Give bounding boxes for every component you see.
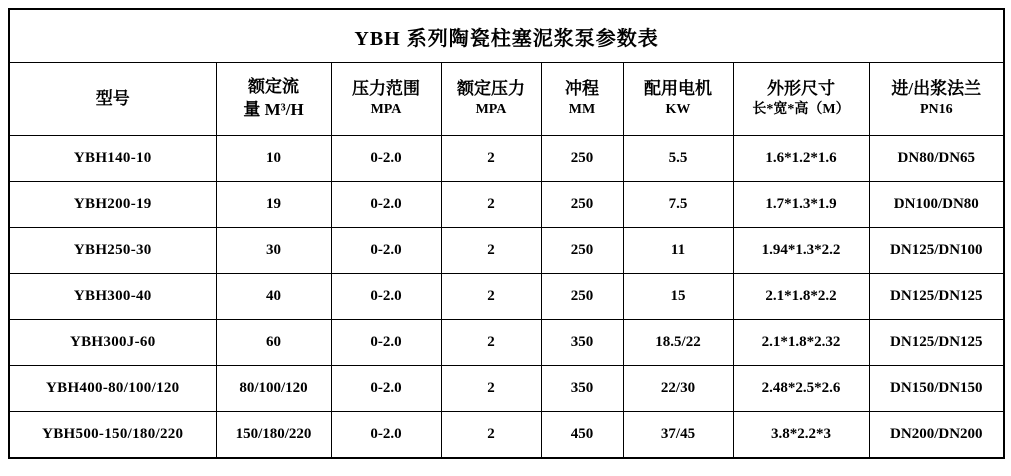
column-header-rated-pressure <box>441 63 541 136</box>
cell-motor: 18.5/22 <box>623 320 733 366</box>
column-header-flange <box>869 63 1004 136</box>
cell-model: YBH400-80/100/120 <box>9 366 216 412</box>
cell-stroke: 250 <box>541 274 623 320</box>
cell-flow: 19 <box>216 182 331 228</box>
cell-rated-pressure: 2 <box>441 182 541 228</box>
column-header-flow-line2: 量 M³/H <box>243 100 304 119</box>
column-header-rated-pressure-unit: MPA <box>475 102 507 118</box>
column-header-stroke-unit: MM <box>568 102 596 118</box>
cell-flange: DN150/DN150 <box>869 366 1004 412</box>
cell-flow: 40 <box>216 274 331 320</box>
cell-pressure-range: 0-2.0 <box>331 320 441 366</box>
cell-flange: DN100/DN80 <box>869 182 1004 228</box>
column-header-model-main: 型号 <box>95 88 130 108</box>
cell-model: YBH250-30 <box>9 228 216 274</box>
cell-dimensions: 1.7*1.3*1.9 <box>733 182 869 228</box>
column-header-dimensions-unit: 长*宽*高（M） <box>752 102 850 118</box>
cell-model: YBH200-19 <box>9 182 216 228</box>
cell-pressure-range: 0-2.0 <box>331 228 441 274</box>
cell-flange: DN200/DN200 <box>869 412 1004 459</box>
cell-pressure-range: 0-2.0 <box>331 182 441 228</box>
table-title-row <box>9 9 1004 63</box>
cell-flow: 150/180/220 <box>216 412 331 459</box>
table-row <box>9 366 1004 412</box>
column-header-motor <box>623 63 733 136</box>
cell-stroke: 350 <box>541 320 623 366</box>
cell-flow: 30 <box>216 228 331 274</box>
column-header-model <box>9 63 216 136</box>
cell-motor: 15 <box>623 274 733 320</box>
column-header-rated-pressure-main: 额定压力 <box>457 79 525 99</box>
cell-pressure-range: 0-2.0 <box>331 366 441 412</box>
cell-motor: 22/30 <box>623 366 733 412</box>
table-row <box>9 320 1004 366</box>
table-row <box>9 228 1004 274</box>
cell-stroke: 450 <box>541 412 623 459</box>
cell-stroke: 250 <box>541 182 623 228</box>
column-header-flow <box>216 63 331 136</box>
page-title: YBH 系列陶瓷柱塞泥浆泵参数表 <box>9 9 1004 63</box>
cell-motor: 5.5 <box>623 136 733 182</box>
cell-flange: DN80/DN65 <box>869 136 1004 182</box>
cell-dimensions: 1.94*1.3*2.2 <box>733 228 869 274</box>
cell-stroke: 250 <box>541 228 623 274</box>
cell-motor: 11 <box>623 228 733 274</box>
cell-flange: DN125/DN125 <box>869 320 1004 366</box>
table-header-row <box>9 63 1004 136</box>
cell-rated-pressure: 2 <box>441 136 541 182</box>
cell-model: YBH300J-60 <box>9 320 216 366</box>
table-row <box>9 274 1004 320</box>
cell-flow: 80/100/120 <box>216 366 331 412</box>
cell-flow: 10 <box>216 136 331 182</box>
cell-pressure-range: 0-2.0 <box>331 274 441 320</box>
cell-pressure-range: 0-2.0 <box>331 136 441 182</box>
parameter-table <box>8 8 1005 459</box>
cell-flange: DN125/DN100 <box>869 228 1004 274</box>
column-header-flange-main: 进/出浆法兰 <box>891 79 982 99</box>
cell-rated-pressure: 2 <box>441 228 541 274</box>
column-header-stroke <box>541 63 623 136</box>
table-row <box>9 412 1004 459</box>
cell-dimensions: 3.8*2.2*3 <box>733 412 869 459</box>
column-header-pressure-range-main: 压力范围 <box>352 79 420 99</box>
column-header-flow-line1: 额定流 <box>248 77 299 97</box>
column-header-pressure-range-unit: MPA <box>370 102 402 118</box>
column-header-dimensions <box>733 63 869 136</box>
cell-flange: DN125/DN125 <box>869 274 1004 320</box>
column-header-motor-main: 配用电机 <box>644 79 712 99</box>
cell-model: YBH300-40 <box>9 274 216 320</box>
cell-model: YBH500-150/180/220 <box>9 412 216 459</box>
cell-flow: 60 <box>216 320 331 366</box>
cell-motor: 7.5 <box>623 182 733 228</box>
cell-motor: 37/45 <box>623 412 733 459</box>
table-row <box>9 136 1004 182</box>
column-header-stroke-main: 冲程 <box>565 79 599 99</box>
column-header-flange-unit: PN16 <box>919 102 953 118</box>
cell-rated-pressure: 2 <box>441 274 541 320</box>
column-header-pressure-range <box>331 63 441 136</box>
cell-pressure-range: 0-2.0 <box>331 412 441 459</box>
cell-rated-pressure: 2 <box>441 412 541 459</box>
cell-rated-pressure: 2 <box>441 366 541 412</box>
cell-model: YBH140-10 <box>9 136 216 182</box>
column-header-dimensions-main: 外形尺寸 <box>767 79 835 99</box>
column-header-motor-unit: KW <box>665 102 691 118</box>
table-row <box>9 182 1004 228</box>
cell-dimensions: 2.1*1.8*2.32 <box>733 320 869 366</box>
cell-stroke: 350 <box>541 366 623 412</box>
cell-dimensions: 1.6*1.2*1.6 <box>733 136 869 182</box>
cell-rated-pressure: 2 <box>441 320 541 366</box>
cell-stroke: 250 <box>541 136 623 182</box>
cell-dimensions: 2.1*1.8*2.2 <box>733 274 869 320</box>
cell-dimensions: 2.48*2.5*2.6 <box>733 366 869 412</box>
